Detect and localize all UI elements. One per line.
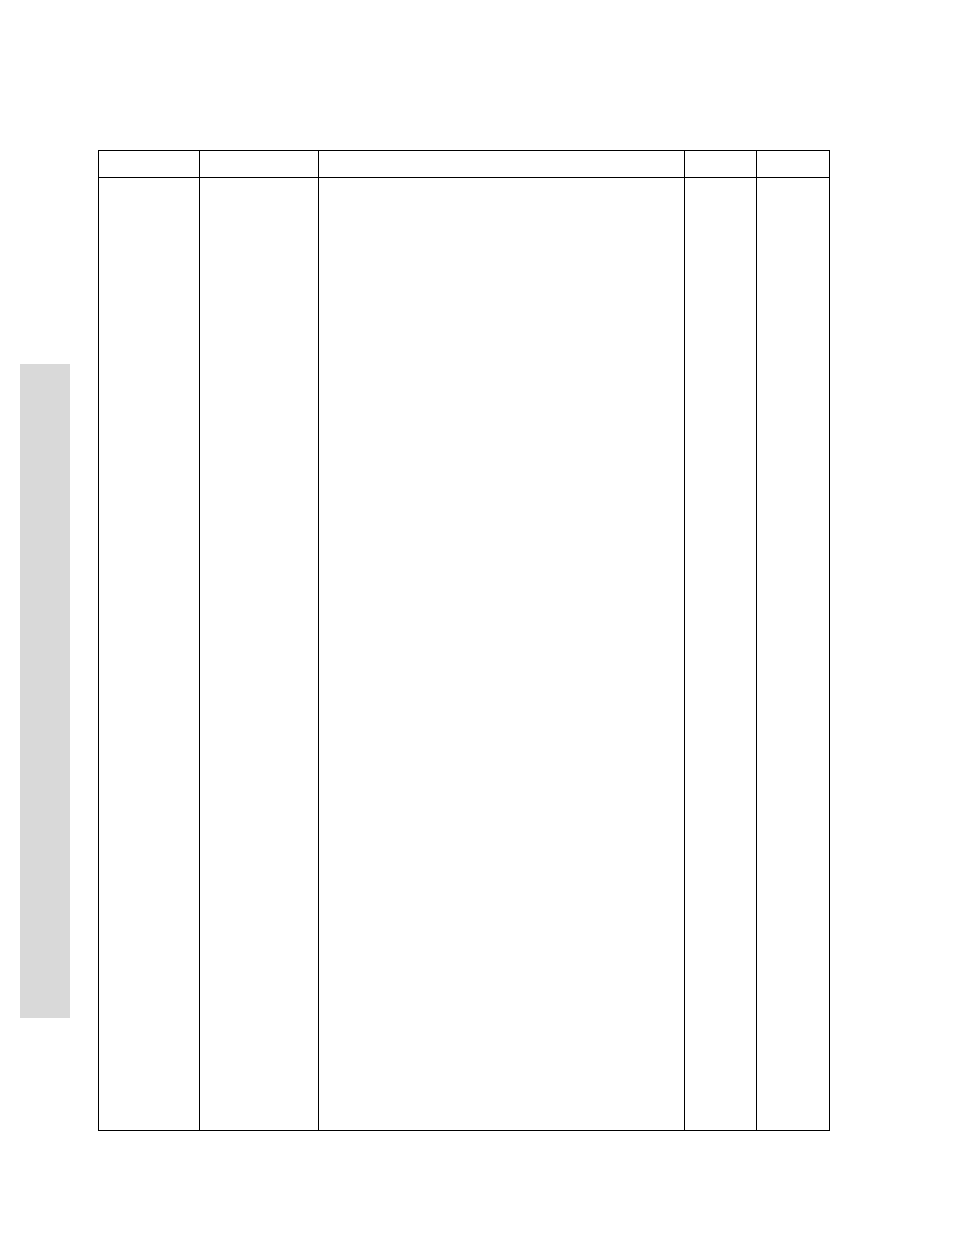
column-divider xyxy=(756,151,757,1130)
column-divider xyxy=(684,151,685,1130)
column-header-qty xyxy=(685,151,756,177)
column-divider xyxy=(199,151,200,1130)
header-divider xyxy=(99,177,829,178)
figure-caption xyxy=(98,90,838,113)
parts-table xyxy=(98,150,830,1131)
section-side-tab xyxy=(20,364,70,1018)
column-divider xyxy=(318,151,319,1130)
column-header-rev xyxy=(757,151,830,177)
column-header-description xyxy=(319,151,684,177)
column-header-part-number xyxy=(200,151,318,177)
column-header-fig-item xyxy=(99,151,199,177)
